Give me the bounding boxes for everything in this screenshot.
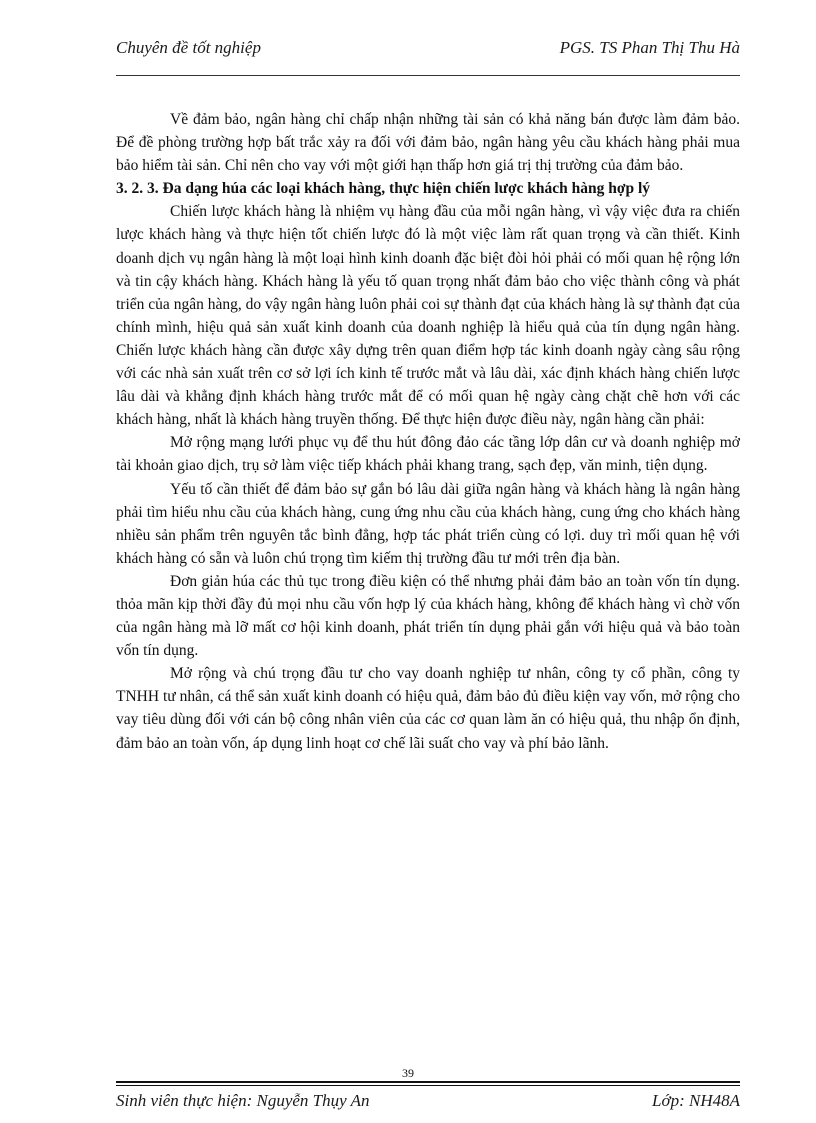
footer-divider-thick	[116, 1081, 740, 1083]
paragraph-long-term-relationship: Yếu tố cần thiết để đảm bảo sự gắn bó lâu dài giữa ngân hàng và khách hàng là ngân hàng phải tìm hiểu nhu cầu của khách hàng, cung ứng nhu cầu của khách hàng, cung ứng cho khách hàng nhiều sản phẩm trên nguyên tắc bình đẳng, hợp tác phát triển cùng có lợi. duy trì mối quan hệ với khách hàng có sẵn và luôn chú trọng tìm kiếm thị trường đầu tư mới trên địa bàn.	[116, 480, 740, 567]
header-course-title: Chuyên đề tốt nghiệp	[116, 38, 261, 57]
header-divider	[116, 75, 740, 76]
paragraph-simplify-procedures: Đơn giản húa các thủ tục trong điều kiện có thể nhưng phải đảm bảo an toàn vốn tín dụng. thỏa mãn kịp thời đầy đủ mọi nhu cầu vốn hợp lý của khách hàng, không để khách hàng vì chờ vốn của ngân hàng mà lỡ mất cơ hội kinh doanh, phát triển tín dụng phải gắn với hiệu quả và bảo toàn vốn tín dụng.	[116, 572, 740, 660]
page-header	[116, 38, 740, 68]
paragraph-collateral: Về đảm bảo, ngân hàng chỉ chấp nhận những tài sản có khả năng bán được làm đảm bảo. Để đề phòng trường hợp bất trắc xảy ra đối với đảm bảo, ngân hàng yêu cầu khách hàng phải mua bảo hiểm tài sản. Chỉ nên cho vay với một giới hạn thấp hơn giá trị thị trường của đảm bảo.	[116, 111, 740, 175]
paragraph-private-lending: Mở rộng và chú trọng đầu tư cho vay doanh nghiệp tư nhân, công ty cổ phần, công ty TNHH tư nhân, cá thể sản xuất kinh doanh có hiệu quả, đảm bảo đủ điều kiện vay vốn, mở rộng cho vay tiêu dùng đối với cán bộ công nhân viên của các cơ quan làm ăn có hiệu quả, thu nhập ổn định, đảm bảo an toàn vốn, áp dụng linh hoạt cơ chế lãi suất cho vay và phí bảo lãnh.	[116, 665, 740, 752]
paragraph-network-expansion: Mở rộng mạng lưới phục vụ để thu hút đông đảo các tầng lớp dân cư và doanh nghiệp mở tài khoản giao dịch, trụ sở làm việc tiếp khách phải khang trang, sạch đẹp, văn minh, tiện dụng.	[116, 434, 740, 475]
page-number: 39	[402, 1066, 414, 1080]
footer-class: Lớp: NH48A	[652, 1091, 740, 1110]
page-footer	[116, 1091, 740, 1117]
paragraph-customer-strategy: Chiến lược khách hàng là nhiệm vụ hàng đầu của mỗi ngân hàng, vì vậy việc đưa ra chiến lược khách hàng và thực hiện tốt chiến lược đó là một việc làm rất quan trọng và cần thiết. Kinh doanh dịch vụ ngân hàng là một loại hình kinh doanh đặc biệt đòi hỏi phải có mối quan hệ rộng lớn và tin cậy khách hàng. Khách hàng là yếu tố quan trọng nhất đảm bảo cho việc thành công và phát triển của ngân hàng, do vậy ngân hàng luôn phải coi sự thành đạt của khách hàng là sự thành đạt của chính mình, hiệu quả sản xuất kinh doanh của doanh nghiệp là hiểu quả của tín dụng ngân hàng. Chiến lược khách hàng cần được xây dựng trên quan điểm hợp tác kinh doanh ngày càng sâu rộng với các nhà sản xuất trên cơ sở lợi ích kinh tế trước mắt và lâu dài, xác định khách hàng chiến lược lâu dài và khẳng định khách hàng trước mắt để có mối quan hệ ngày càng chặt chẽ hơn với các khách hàng, nhất là khách hàng truyền thống. Để thực hiện được điều này, ngân hàng cần phải:	[116, 203, 740, 429]
section-heading: 3. 2. 3. Đa dạng húa các loại khách hàng, thực hiện chiến lược khách hàng hợp lý	[116, 180, 651, 198]
footer-divider-thin	[116, 1085, 740, 1086]
header-supervisor: PGS. TS Phan Thị Thu Hà	[559, 38, 740, 57]
footer-student: Sinh viên thực hiện: Nguyễn Thụy An	[116, 1091, 370, 1110]
body-content	[116, 108, 740, 755]
